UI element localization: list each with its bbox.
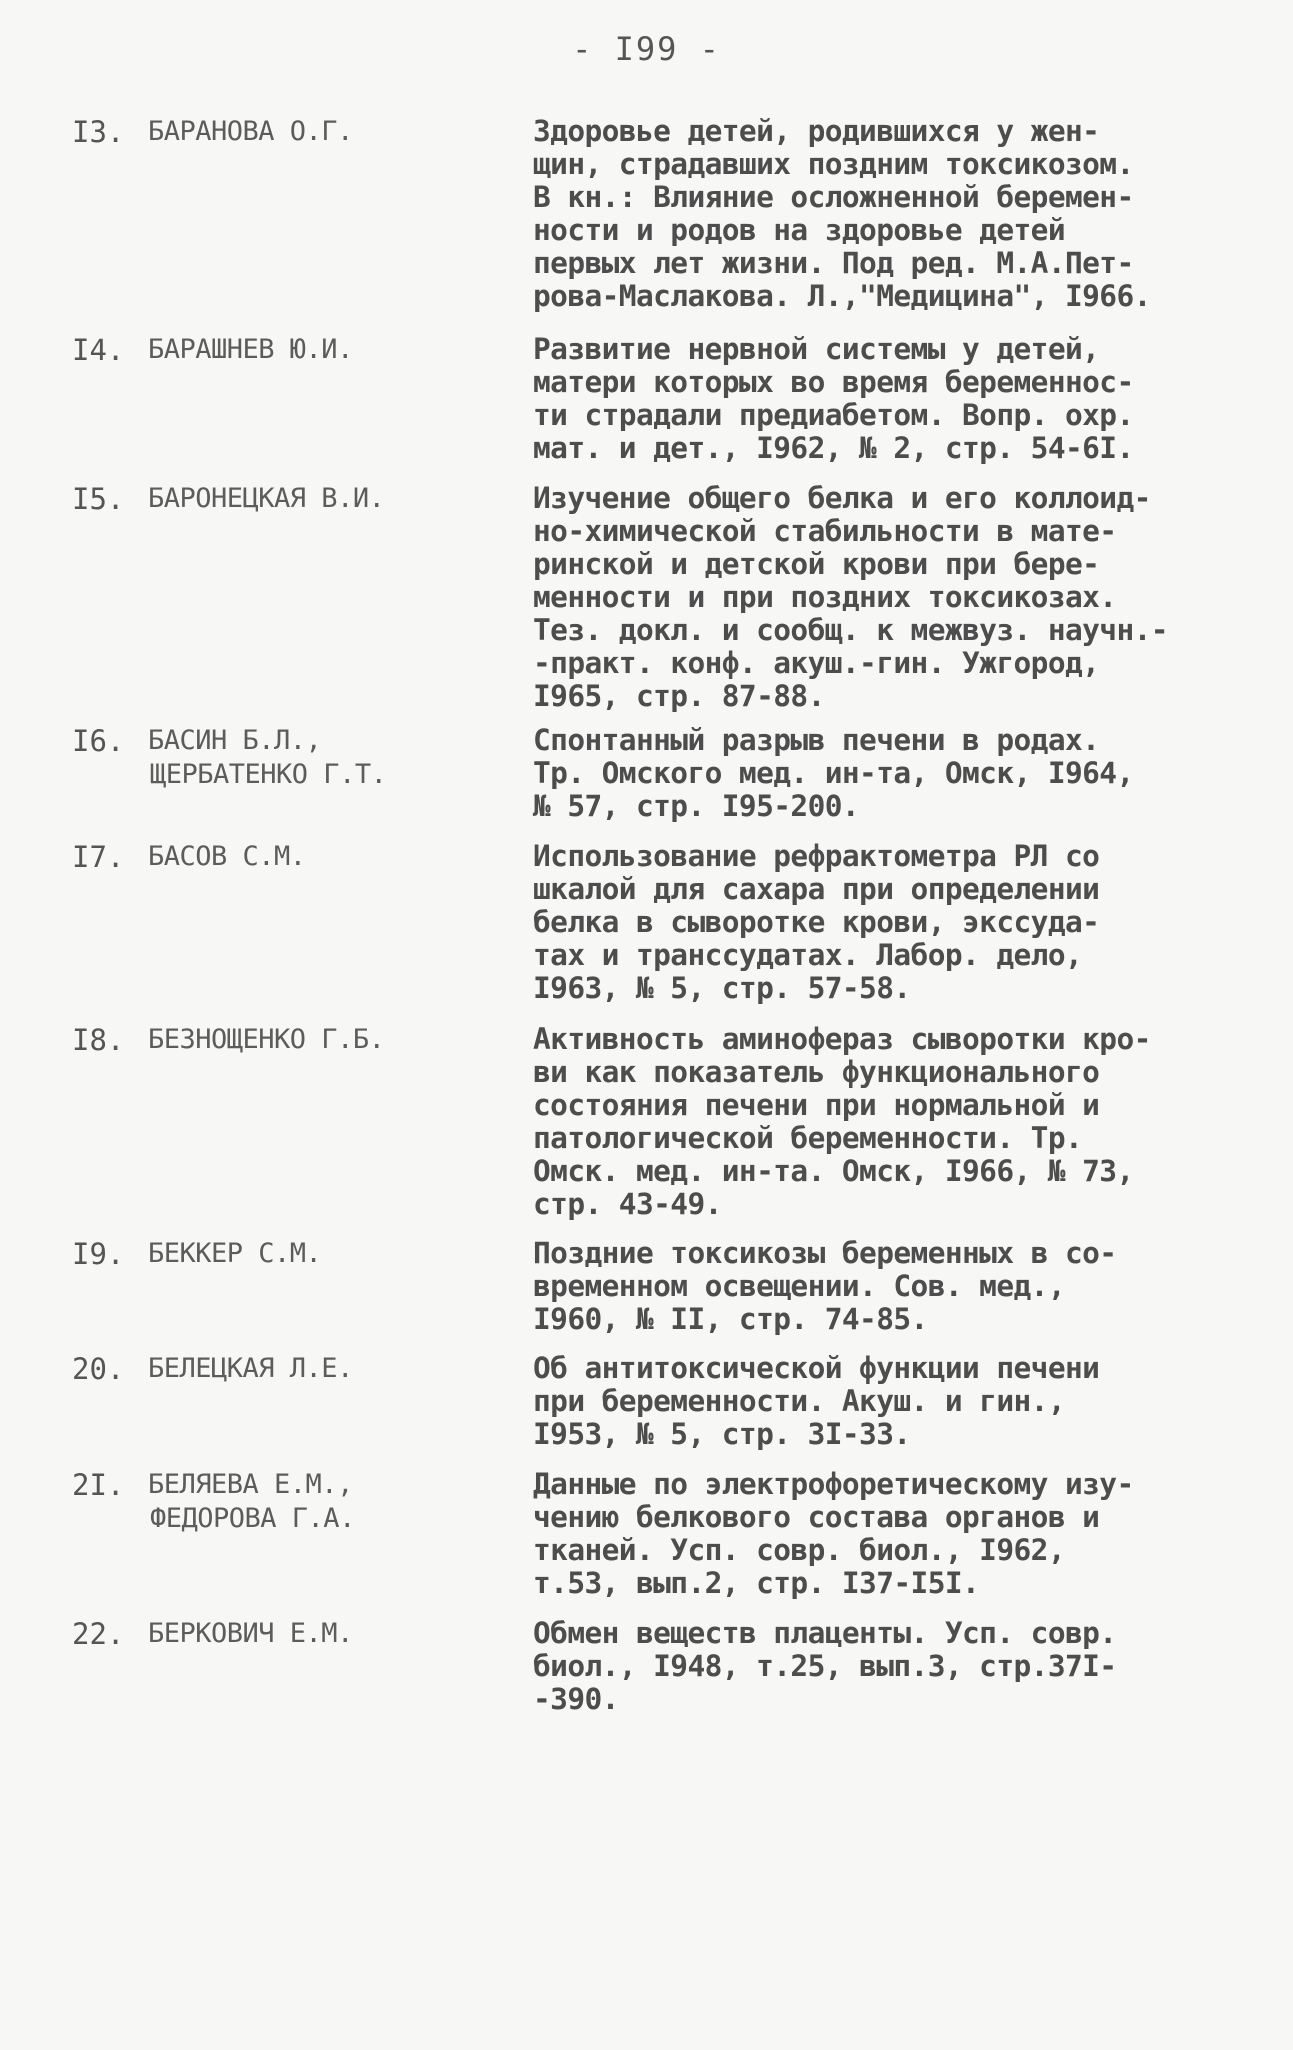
reference-line: ности и родов на здоровье детей <box>533 213 1065 247</box>
author-name: ЩЕРБАТЕНКО Г.Т. <box>150 759 387 790</box>
entry-authors <box>148 333 508 367</box>
reference-line: состояния печени при нормальной и <box>533 1088 1100 1122</box>
entry-number: I4. <box>72 333 125 367</box>
entry-authors <box>148 1468 508 1536</box>
reference-line: при беременности. Акуш. и гин., <box>533 1384 1065 1418</box>
reference-line: Использование рефрактометра РЛ со <box>533 839 1100 873</box>
reference-line: мат. и дет., I962, № 2, стр. 54-6I. <box>533 431 1134 465</box>
reference-line: щин, страдавших поздним токсикозом. <box>533 147 1134 181</box>
reference-line: тканей. Усп. совр. биол., I962, <box>533 1533 1065 1567</box>
reference-line: белка в сыворотке крови, экссуда- <box>533 905 1100 939</box>
author-name: БАРАНОВА О.Г. <box>148 116 353 147</box>
entry-number: I8. <box>72 1023 125 1057</box>
reference-line: Тез. докл. и сообщ. к межвуз. научн.- <box>533 613 1168 647</box>
entry-reference <box>533 1352 1193 1451</box>
reference-line: временном освещении. Сов. мед., <box>533 1269 1065 1303</box>
reference-line: I953, № 5, стр. 3I-33. <box>533 1417 911 1451</box>
entry-authors <box>148 840 508 874</box>
reference-line: I960, № II, стр. 74-85. <box>533 1302 928 1336</box>
reference-line: Тр. Омского мед. ин-та, Омск, I964, <box>533 756 1134 790</box>
reference-line: ти страдали предиабетом. Вопр. охр. <box>533 398 1134 432</box>
reference-line: I965, стр. 87-88. <box>533 679 825 713</box>
entry-reference <box>533 724 1193 823</box>
entry-reference <box>533 482 1193 713</box>
reference-line: но-химической стабильности в мате- <box>533 514 1117 548</box>
reference-line: Здоровье детей, родившихся у жен- <box>533 114 1100 148</box>
author-name: БАСИН Б.Л., <box>148 725 322 756</box>
author-name: БЕЛЯЕВА Е.М., <box>148 1469 353 1500</box>
reference-line: Активность аминофераз сыворотки кро- <box>533 1022 1151 1056</box>
page-number: - I99 - <box>572 30 721 68</box>
reference-line: матери которых во время беременнос- <box>533 365 1134 399</box>
entry-reference <box>533 115 1193 313</box>
entry-number: I7. <box>72 840 125 874</box>
reference-line: менности и при поздних токсикозах. <box>533 580 1117 614</box>
reference-line: Данные по электрофоретическому изу- <box>533 1467 1134 1501</box>
reference-line: № 57, стр. I95-200. <box>533 789 860 823</box>
reference-line: ви как показатель функционального <box>533 1055 1100 1089</box>
reference-line: рова-Маслакова. Л.,"Медицина", I966. <box>533 279 1151 313</box>
reference-line: биол., I948, т.25, вып.3, стр.37I- <box>533 1649 1117 1683</box>
reference-line: Поздние токсикозы беременных в со- <box>533 1236 1117 1270</box>
entry-number: 22. <box>72 1617 125 1651</box>
reference-line: первых лет жизни. Под ред. М.А.Пет- <box>533 246 1134 280</box>
author-name: БАРАШНЕВ Ю.И. <box>148 334 353 365</box>
reference-line: Обмен веществ плаценты. Усп. совр. <box>533 1616 1117 1650</box>
author-name: БЕЗНОЩЕНКО Г.Б. <box>148 1024 385 1055</box>
author-name: БЕЛЕЦКАЯ Л.Е. <box>148 1353 353 1384</box>
entry-authors <box>148 1617 508 1651</box>
reference-line: Развитие нервной системы у детей, <box>533 332 1100 366</box>
reference-line: стр. 43-49. <box>533 1187 722 1221</box>
entry-authors <box>148 482 508 516</box>
reference-line: тах и транссудатах. Лабор. дело, <box>533 938 1083 972</box>
reference-line: чению белкового состава органов и <box>533 1500 1100 1534</box>
reference-line: шкалой для сахара при определении <box>533 872 1100 906</box>
reference-line: I963, № 5, стр. 57-58. <box>533 971 911 1005</box>
entry-reference <box>533 840 1193 1005</box>
reference-line: Спонтанный разрыв печени в родах. <box>533 723 1100 757</box>
reference-line: -практ. конф. акуш.-гин. Ужгород, <box>533 646 1100 680</box>
entry-reference <box>533 1023 1193 1221</box>
entry-reference <box>533 1468 1193 1600</box>
entry-number: I6. <box>72 724 125 758</box>
author-name: БЕККЕР С.М. <box>148 1238 322 1269</box>
entry-authors <box>148 115 508 149</box>
entry-authors <box>148 1237 508 1271</box>
entry-reference <box>533 1237 1193 1336</box>
entry-number: I5. <box>72 482 125 516</box>
reference-line: В кн.: Влияние осложненной беремен- <box>533 180 1134 214</box>
entry-reference <box>533 333 1193 465</box>
entry-number: I3. <box>72 115 125 149</box>
entry-number: I9. <box>72 1237 125 1271</box>
reference-line: патологической беременности. Тр. <box>533 1121 1083 1155</box>
reference-line: Омск. мед. ин-та. Омск, I966, № 73, <box>533 1154 1134 1188</box>
entry-number: 20. <box>72 1352 125 1386</box>
entry-authors <box>148 1023 508 1057</box>
reference-line: -390. <box>533 1682 619 1716</box>
reference-line: т.53, вып.2, стр. I37-I5I. <box>533 1566 980 1600</box>
entry-authors <box>148 724 508 792</box>
author-name: ФЕДОРОВА Г.А. <box>150 1503 355 1534</box>
author-name: БАСОВ С.М. <box>148 841 306 872</box>
reference-line: Изучение общего белка и его коллоид- <box>533 481 1151 515</box>
entry-number: 2I. <box>72 1468 125 1502</box>
author-name: БАРОНЕЦКАЯ В.И. <box>148 483 385 514</box>
reference-line: ринской и детской крови при бере- <box>533 547 1100 581</box>
author-name: БЕРКОВИЧ Е.М. <box>148 1618 353 1649</box>
reference-line: Об антитоксической функции печени <box>533 1351 1100 1385</box>
entry-reference <box>533 1617 1193 1716</box>
entry-authors <box>148 1352 508 1386</box>
